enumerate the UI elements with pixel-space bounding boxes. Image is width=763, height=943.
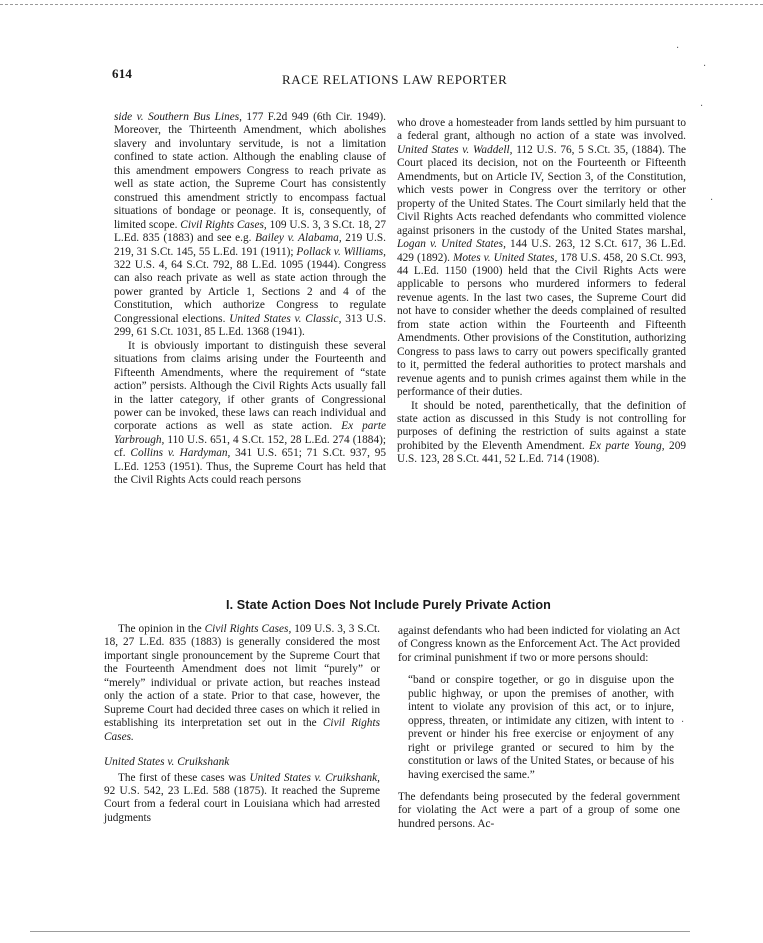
text-run: 177 F.2d 949 (6th Cir. 1949). Moreover, the Thirteenth Amendment, which abolishes slavery and involuntary servitude, is not a limitation confined to state action. Although the enabling clause of this amendment empowers Congress to reach private as well as state action, the Supreme Court has consistently construed this amendment strictly to encompass factual situations of bondage or peonage. It is, consequently, of limited scope. <box>114 111 386 231</box>
paragraph <box>397 117 686 400</box>
text-run: 109 U.S. 3, 3 S.Ct. 18, 27 L.Ed. 835 (1883) is generally considered the most important single pronouncement by the Supreme Court that the Fourteenth Amendment does not limit “purely” or “merely” individual or private action, but reaches instead only the action of a state. Prior to that case, however, the Supreme Court had decided three cases on which it relied in establishing its interpretation set out in the <box>104 623 380 730</box>
paragraph <box>114 111 386 340</box>
scan-speck: · <box>681 717 685 728</box>
text-run: 144 U.S. 263, 12 S.Ct. 617, 36 L.Ed. 429 (1892). <box>397 238 687 264</box>
text-run: It is obviously important to distinguish these several situations from claims arising under the Fourteenth and Fifteenth Amendments, where the requirement of “state action” persists. Although the Civil Rights Acts usually fall in the latter category, if other grants of Congressional power can be invoked, these laws can reach individual and corporate actions as well as state action. <box>114 339 386 433</box>
paragraph <box>398 625 680 665</box>
text-run: It should be noted, parenthetically, that the definition of state action as discussed in this Study is not controlling for purposes of defining the restriction of suits against a state prohibited by the Eleventh Amendment. <box>397 399 686 452</box>
page-number: 614 <box>112 66 133 81</box>
case-citation: Civil Rights Cases, <box>180 218 267 231</box>
text-run: The opinion in the <box>118 623 205 635</box>
scan-edge-line <box>0 4 763 5</box>
text-run: 109 U.S. 3, 3 S.Ct. 18, 27 L.Ed. 835 (1883) and see e.g. <box>114 218 386 245</box>
text-run: 110 U.S. 651, 4 S.Ct. 152, 28 L.Ed. 274 (1884); cf. <box>114 433 386 460</box>
case-citation: Ex parte Young, <box>589 439 665 452</box>
lower-right-column <box>398 625 680 831</box>
bottom-scan-rule <box>30 931 690 932</box>
paragraph <box>397 400 686 467</box>
paragraph <box>104 623 380 744</box>
scan-speck: · <box>676 43 680 54</box>
section-heading: I. State Action Does Not Include Purely Private Action <box>226 598 551 612</box>
text-run: against defendants who had been indicted for violating an Act of Congress known as the Enforcement Act. The Act provided for criminal punishment if two or more persons should: <box>398 625 680 664</box>
text-run: 92 U.S. 542, 23 L.Ed. 588 (1875). It reached the Supreme Court from a federal court in Louisiana which had arrested judgments <box>104 784 380 824</box>
paragraph <box>114 340 386 488</box>
statute-quote <box>408 674 674 782</box>
scan-speck: · <box>700 101 704 112</box>
case-citation: Ex parte Yarbrough, <box>114 420 386 446</box>
case-citation: Civil Rights Cases, <box>204 623 292 635</box>
text-run: 341 U.S. 651; 71 S.Ct. 937, 95 L.Ed. 1253 (1951). Thus, the Supreme Court has held that the Civil Rights Acts could reach persons <box>114 447 386 487</box>
case-citation: United States v. Classic, <box>229 312 342 325</box>
case-citation: Civil Rights Cases. <box>104 717 380 743</box>
case-subheading: United States v. Cruikshank <box>104 756 230 769</box>
text-run: The defendants being prosecuted by the federal government for violating the Act were a part of a group of some one hundred persons. Ac- <box>398 790 680 830</box>
text-run: “band or conspire together, or go in disguise upon the public highway, or upon the premises of another, with intent to violate any provision of this act, or to injure, oppress, threaten, or intimidate any citizen, with intent to prevent or hinder his free exercise or enjoyment of any right or privilege granted or secured to him by the constitution or laws of the United States, or because of his having exercised the same.” <box>408 674 674 781</box>
page-header <box>0 66 763 88</box>
upper-left-column <box>114 111 386 488</box>
upper-right-column <box>397 117 686 467</box>
text-run: 209 U.S. 123, 28 S.Ct. 441, 52 L.Ed. 714 (1908). <box>397 439 686 466</box>
text-run: 178 U.S. 458, 20 S.Ct. 993, 44 L.Ed. 1150 (1900) held that the Civil Rights Acts were applicable to persons who murdered informers to federal revenue agents. In the last two cases, the Supreme Court did not have to consider whether the deeds complained of resulted from state action within the Fourteenth and Fifteenth Amendments. Other provisions of the Constitution, authorizing Congress to pass laws to carry out powers specifically granted to it, permitted the federal authorities to protect marshals and revenue agents and to punish crimes against them while in the performance of their duties. <box>397 251 687 399</box>
text-run: 322 U.S. 4, 64 S.Ct. 792, 88 L.Ed. 1095 (1944). Congress can also reach private as well as state action through the power granted by Article 1, Sections 2 and 4 of the Constitution, which authorize Congress to regulate Congressional elections. <box>114 258 386 325</box>
paragraph <box>104 772 380 826</box>
case-citation: United States v. Cruikshank, <box>249 771 380 784</box>
case-citation: Collins v. Hardyman, <box>130 447 231 460</box>
case-citation: Motes v. United States, <box>452 251 558 264</box>
case-citation: side v. Southern Bus Lines, <box>114 111 242 123</box>
case-citation: Bailey v. Alabama, <box>255 232 342 245</box>
text-run: 313 U.S. 299, 61 S.Ct. 1031, 85 L.Ed. 1368 (1941). <box>114 312 387 339</box>
case-citation: United States v. Waddell, <box>397 143 513 156</box>
text-run: The first of these cases was <box>118 771 250 784</box>
running-head: RACE RELATIONS LAW REPORTER <box>282 72 508 87</box>
text-run: who drove a homesteader from lands settled by him pursuant to a federal grant, although no action of a state was involved. <box>397 117 686 143</box>
paragraph <box>398 791 680 831</box>
text-run: 219 U.S. 219, 31 S.Ct. 145, 55 L.Ed. 191 (1911); <box>114 232 386 258</box>
case-citation: Logan v. United States, <box>397 238 506 251</box>
scan-speck: · <box>710 195 714 206</box>
case-citation: Pollack v. Williams, <box>296 245 386 258</box>
lower-left-column <box>104 623 380 825</box>
text-run: 112 U.S. 76, 5 S.Ct. 35, (1884). The Court placed its decision, not on the Fourteenth or Fifteenth Amendments, but on Article IV, Section 3, of the Constitution, which vests power in Congress over the territory or other property of the United States. The Court similarly held that the Civil Rights Acts reached defendants who committed violence against prisoners in the custody of the United States marshal, <box>397 143 686 237</box>
scan-speck: · <box>703 61 707 72</box>
